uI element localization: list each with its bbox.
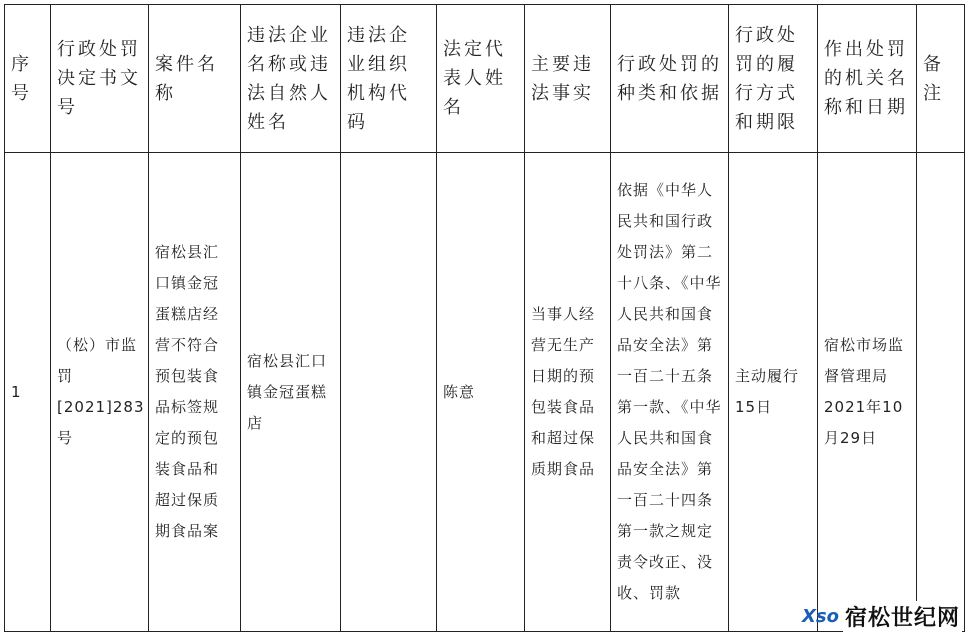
- penalty-table: [4, 4, 965, 632]
- cell-penalty: 依据《中华人民共和国行政处罚法》第二十八条、《中华人民共和国食品安全法》第一百二十五条第一款、《中华人民共和国食品安全法》第一百二十四条第一款之规定责令改正、没收、罚款: [611, 153, 729, 632]
- header-case-name: 案件名称: [149, 5, 241, 153]
- header-doc-no: 行政处罚决定书文号: [51, 5, 149, 153]
- site-watermark: [802, 601, 962, 632]
- cell-violator: 宿松县汇口镇金冠蛋糕店: [241, 153, 341, 632]
- cell-facts: 当事人经营无生产日期的预包装食品和超过保质期食品: [525, 153, 611, 632]
- watermark-text: 宿松世纪网: [843, 601, 962, 632]
- header-execution: 行政处罚的履行方式和期限: [729, 5, 818, 153]
- header-authority: 作出处罚的机关名称和日期: [818, 5, 917, 153]
- cell-execution: 主动履行15日: [729, 153, 818, 632]
- header-row: [5, 5, 965, 153]
- cell-case-name: 宿松县汇口镇金冠蛋糕店经营不符合预包装食品标签规定的预包装食品和超过保质期食品案: [149, 153, 241, 632]
- cell-org-code: [341, 153, 437, 632]
- header-org-code: 违法企业组织机构代码: [341, 5, 437, 153]
- table-row: [5, 153, 965, 632]
- cell-legal-rep: 陈意: [437, 153, 525, 632]
- header-violator: 违法企业名称或违法自然人姓名: [241, 5, 341, 153]
- cell-doc-no: （松）市监罚[2021]283号: [51, 153, 149, 632]
- header-legal-rep: 法定代表人姓名: [437, 5, 525, 153]
- header-facts: 主要违法事实: [525, 5, 611, 153]
- header-penalty: 行政处罚的种类和依据: [611, 5, 729, 153]
- header-seq: 序号: [5, 5, 51, 153]
- cell-remarks: [917, 153, 965, 632]
- header-remarks: 备注: [917, 5, 965, 153]
- site-logo-icon: Xso: [802, 606, 839, 627]
- cell-seq: 1: [5, 153, 51, 632]
- cell-authority: 宿松市场监督管理局2021年10月29日: [818, 153, 917, 632]
